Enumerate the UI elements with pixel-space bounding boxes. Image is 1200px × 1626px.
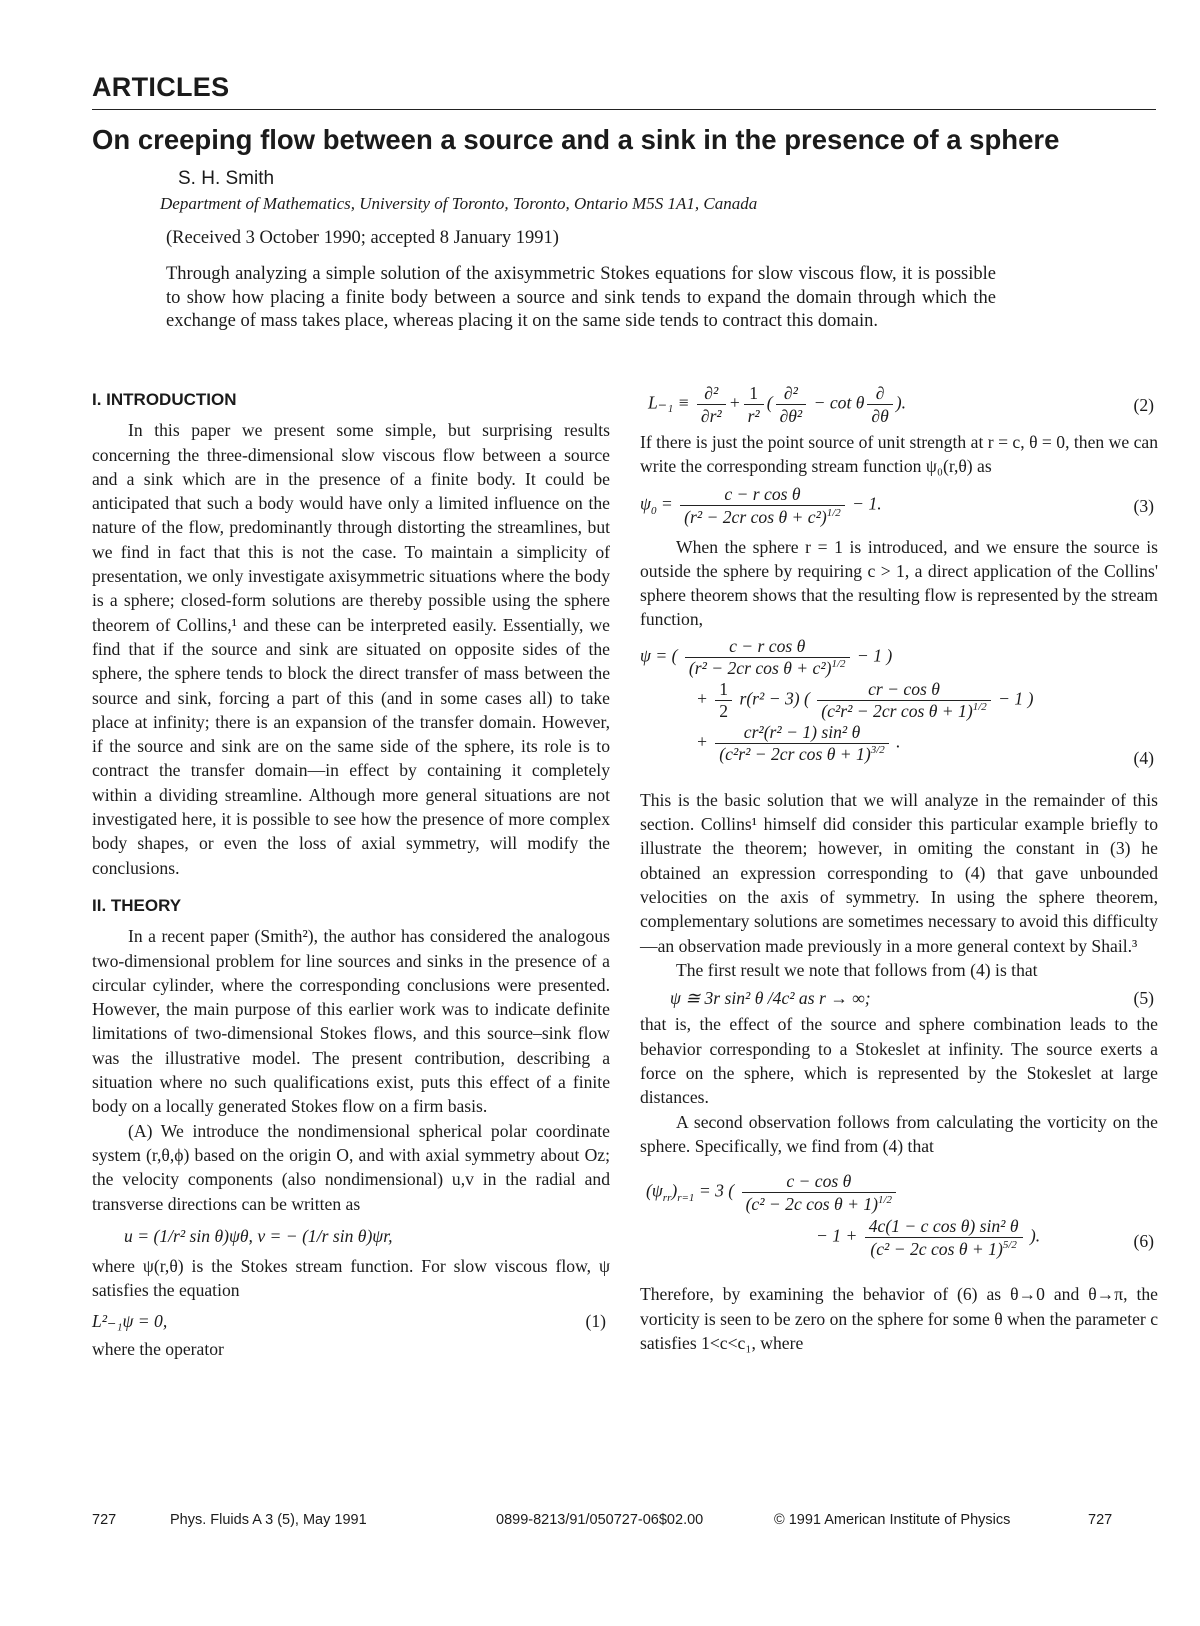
equation-1-body: L²₋₁ψ = 0, — [92, 1310, 168, 1331]
vorticity-paragraph: A second observation follows from calculating the vorticity on the sphere. Specifically, we find from (4) that — [640, 1111, 1158, 1156]
operator-sentence: where the operator — [92, 1338, 224, 1359]
abstract: Through analyzing a simple solution of the axisymmetric Stokes equations for slow viscous flow, it is possible to show how placing a finite body between a source and sink tends to expand the domain through which the exchange of mass takes place, whereas placing it on the same side tends to contract this domain. — [166, 264, 996, 331]
page-number-right: 727 — [1088, 1512, 1113, 1528]
equation-2: L₋₁ ≡ $\frac{\text{∂²}}{\text{∂r²}}$ + $\frac{1}{\text{r²}}$ ( $\frac{\text{∂²}}{\text{∂θ²}}$ − cot θ $\frac{\partial}{\partial\theta}$ ). (2) — [648, 383, 1154, 426]
equation-6-number: (6) — [1133, 1231, 1154, 1252]
equation-3: $\psi_0$ = $\frac{\text{c − r cos θ}}{(r^2 - 2cr \cos \theta + c^2)^{1/2}}$ − 1. (3) — [640, 483, 1154, 527]
copyright: © 1991 American Institute of Physics — [774, 1512, 1011, 1528]
received-dates: (Received 3 October 1990; accepted 8 January 1991) — [166, 228, 559, 248]
equation-1-number: (1) — [585, 1310, 606, 1331]
equation-6: $(\psi_{rr})_{r=1} = 3$ ( $\frac{\text{c − cos θ}}{(c^2 - 2c \cos \theta + 1)^{1/2}}$ − 1 + $\frac{\text{4c(1 − c cos θ) sin² θ}}{(c^2 - 2c \cos \theta + 1)^{5/2}}$ ). (6) — [646, 1171, 1154, 1260]
heading-introduction: I. INTRODUCTION — [92, 390, 237, 409]
equation-5-number: (5) — [1133, 988, 1154, 1009]
equation-2-lhs: L₋₁ ≡ — [648, 392, 690, 413]
stream-function-paragraph: where ψ(r,θ) is the Stokes stream function. For slow viscous flow, ψ satisfies the equation — [92, 1256, 610, 1301]
equation-1 — [92, 1309, 610, 1333]
author: S. H. Smith — [178, 168, 275, 189]
equation-5 — [670, 986, 1158, 1010]
theory-paragraph-2: (A) We introduce the nondimensional spherical polar coordinate system (r,θ,ϕ) based on the origin O, and with axial symmetry about Oz; the velocity components (also nondimensional) u,v in the radial and transverse directions can be written as — [92, 1120, 610, 1214]
heading-theory: II. THEORY — [92, 895, 182, 915]
equation-4: ψ = ( $\frac{\text{c − r cos θ}}{(r^2 - 2cr \cos \theta + c^2)^{1/2}}$ − 1 ) + $\frac{1}{2}$ r(r² − 3) ( $\frac{\text{cr − cos θ}}{(c^2r^2 - 2cr \cos \theta + 1)^{1/2}}$ − 1 ) + $\frac{\text{cr²(r² − 1) sin² θ}}{(c^2r^2 - 2cr \cos \theta + 1)^{3/2}}$ . (4) — [640, 635, 1154, 768]
equation-2-number: (2) — [1133, 395, 1154, 415]
basic-solution-paragraph: This is the basic solution that we will analyze in the remainder of this section. Collins¹ himself did consider this particular example briefly to illustrate the theorem; however, in omiting the constant in (3) he obtained an expression corresponding to (4) that gave unbounded velocities on the axis of symmetry. In using the sphere theorem, complementary solutions are sometimes necessary to avoid this difficulty—an observation made previously in a more general context by Shail.³ — [640, 789, 1158, 956]
vorticity-zero-paragraph: Therefore, by examining the behavior of (6) as θ→0 and θ→π, the vorticity is seen to be zero on the sphere for some θ when the parameter c satisfies 1<c<c₁, where — [640, 1284, 1158, 1353]
right-column — [640, 382, 1158, 1355]
page-number-left: 727 — [92, 1512, 117, 1528]
stokeslet-paragraph: that is, the effect of the source and sphere combination leads to the behavior corresponding to a Stokeslet at infinity. The source exerts a force on the sphere, which is represented by the Stokeslet at large distances. — [640, 1014, 1158, 1108]
section-rule — [92, 109, 1156, 110]
equation-5-body: ψ ≅ 3r sin² θ /4c² as r → ∞; — [670, 988, 871, 1009]
equation-4-number: (4) — [1133, 747, 1154, 768]
article-code: 0899-8213/91/050727-06$02.00 — [496, 1512, 704, 1528]
sphere-paragraph: When the sphere r = 1 is introduced, and we ensure the source is outside the sphere by requiring c > 1, a direct application of the Collins' sphere theorem shows that the resulting flow is represented by the stream function, — [640, 536, 1158, 630]
intro-paragraph: In this paper we present some simple, but surprising results concerning the three-dimensional slow viscous flow between a source and a sink which are in the presence of a finite body. It could be anticipated that such a body would have only a limited influence on the nature of the flow, predominantly through distorting the streamlines, but we find in fact that this is not the case. To maintain a simplicity of presentation, we only investigate axisymmetric situations where the body is a sphere; closed-form solutions are thereby possible using the sphere theorem of Collins,¹ and these can be interpreted easily. Essentially, we find that if the source and sink are situated on opposite sides of the sphere, the sphere tends to block the direct transfer of mass between the source and sink, forcing a part of this (and in some cases all) to take place at infinity; there is an expansion of the transfer domain. However, if the source and sink are on the same side of the sphere, its role is to contract the transfer domain—in effect by containing it completely within a dividing streamline. Although more general situations are not investigated here, it is possible to see how the presence of more complex body shapes, or even the loss of axial symmetry, will modify the conclusions. — [92, 420, 610, 878]
section-label: ARTICLES — [92, 72, 230, 102]
affiliation: Department of Mathematics, University of Toronto, Toronto, Ontario M5S 1A1, Canada — [160, 194, 758, 213]
equation-3-number: (3) — [1133, 495, 1154, 516]
paper-title: On creeping flow between a source and a sink in the presence of a sphere — [92, 124, 1060, 155]
left-column — [92, 388, 610, 1361]
velocity-equation: u = (1/r² sin θ)ψθ, v = − (1/r sin θ)ψr, — [124, 1225, 393, 1246]
journal-citation: Phys. Fluids A 3 (5), May 1991 — [170, 1512, 367, 1528]
theory-paragraph-1: In a recent paper (Smith²), the author has considered the analogous two-dimensional problem for line sources and sinks in the presence of a circular cylinder, where the corresponding conclusions were presented. However, the main purpose of this earlier work was to indicate definite limitations of two-dimensional Stokes flows, and this source–sink flow was the illustrative model. The present contribution, describing a situation where no such qualifications exist, puts this effect of a finite body on a locally generated Stokes flow on a firm basis. — [92, 926, 610, 1117]
point-source-paragraph: If there is just the point source of unit strength at r = c, θ = 0, then we can write the corresponding stream function ψ₀(r,θ) as — [640, 432, 1158, 477]
first-result-sentence: The first result we note that follows from (4) is that — [676, 959, 1038, 980]
